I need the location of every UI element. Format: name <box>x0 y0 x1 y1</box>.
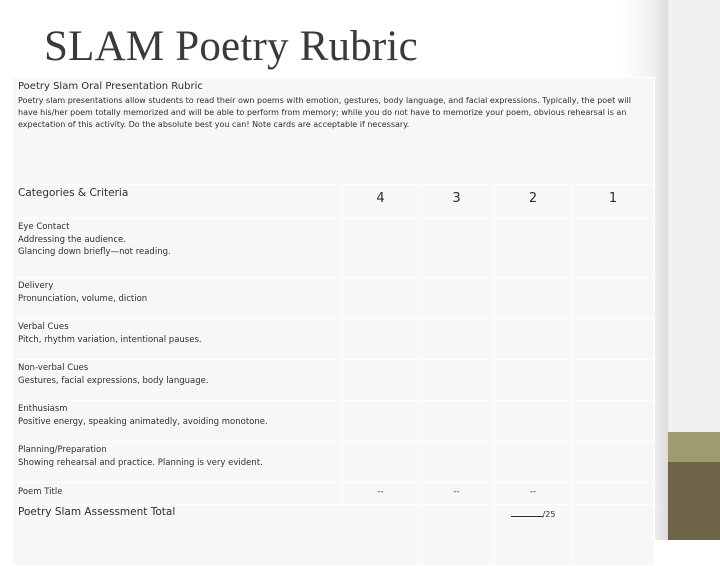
criterion-name: Eye Contact <box>18 222 70 232</box>
score-cell[interactable] <box>343 442 419 483</box>
score-cell[interactable] <box>419 442 495 483</box>
criterion-detail: Showing rehearsal and practice. Planning is very evident. <box>18 457 263 468</box>
total-spacer <box>419 505 495 566</box>
side-band-light <box>668 0 720 432</box>
side-band-dark <box>668 462 720 540</box>
score-cell[interactable] <box>343 278 419 319</box>
score-cell[interactable] <box>572 319 655 360</box>
score-cell[interactable] <box>419 401 495 442</box>
poem-title-dash: -- <box>343 483 419 505</box>
criterion-cell <box>13 319 343 360</box>
score-cell[interactable] <box>572 442 655 483</box>
score-cell[interactable] <box>343 219 419 278</box>
criterion-name: Enthusiasm <box>18 404 68 414</box>
total-spacer <box>572 505 655 566</box>
score-cell[interactable] <box>495 219 572 278</box>
criterion-detail: Pronunciation, volume, diction <box>18 293 148 304</box>
poem-title-dash: -- <box>419 483 495 505</box>
rubric-description: Poetry slam presentations allow students to read their own poems with emotion, gestures, body language, and facial expressions. Typically, the poet will have his/her poem totally memorized and will be able to perform from memory; while you do not have to memorize your poem, obvious rehearsal is an expectation of this activity. Do the absolute best you can! Note cards are acceptable if necessary. <box>18 96 631 129</box>
criterion-cell <box>13 219 343 278</box>
total-row <box>13 505 655 566</box>
criterion-detail: Gestures, facial expressions, body language. <box>18 375 209 386</box>
rubric-heading: Poetry Slam Oral Presentation Rubric <box>18 81 203 92</box>
total-label: Poetry Slam Assessment Total <box>13 505 419 566</box>
score-cell[interactable] <box>495 401 572 442</box>
score-header-4: 4 <box>343 185 419 219</box>
criterion-detail: Addressing the audience. <box>18 234 126 245</box>
score-cell[interactable] <box>419 319 495 360</box>
score-header-3: 3 <box>419 185 495 219</box>
criterion-cell <box>13 360 343 401</box>
score-cell[interactable] <box>419 278 495 319</box>
page-title: SLAM Poetry Rubric <box>44 23 418 70</box>
poem-title-row <box>13 483 655 505</box>
score-cell[interactable] <box>343 360 419 401</box>
score-cell[interactable] <box>343 319 419 360</box>
score-cell[interactable] <box>572 360 655 401</box>
score-cell[interactable] <box>495 319 572 360</box>
intro-row <box>13 78 655 185</box>
criterion-row-planning <box>13 442 655 483</box>
score-cell[interactable] <box>572 278 655 319</box>
criterion-row-nonverbal-cues <box>13 360 655 401</box>
criterion-row-verbal-cues <box>13 319 655 360</box>
score-cell[interactable] <box>495 278 572 319</box>
score-cell[interactable] <box>419 219 495 278</box>
criterion-cell <box>13 278 343 319</box>
score-header-1: 1 <box>572 185 655 219</box>
score-cell[interactable] <box>495 360 572 401</box>
poem-title-label: Poem Title <box>13 483 343 505</box>
criterion-row-delivery <box>13 278 655 319</box>
rubric-table <box>12 77 655 566</box>
total-score-denominator: 25 <box>545 510 556 519</box>
criterion-name: Verbal Cues <box>18 322 69 332</box>
poem-title-dash: -- <box>495 483 572 505</box>
score-cell[interactable] <box>572 219 655 278</box>
total-score-blank[interactable] <box>511 507 543 517</box>
poem-title-cell[interactable] <box>572 483 655 505</box>
score-cell[interactable] <box>419 360 495 401</box>
score-header-2: 2 <box>495 185 572 219</box>
intro-cell <box>13 78 655 185</box>
total-score-field[interactable] <box>495 505 572 566</box>
criterion-name: Non-verbal Cues <box>18 363 89 373</box>
criterion-detail: Pitch, rhythm variation, intentional pauses. <box>18 334 202 345</box>
side-band-olive <box>668 432 720 462</box>
criterion-cell <box>13 442 343 483</box>
header-row <box>13 185 655 219</box>
categories-header: Categories & Criteria <box>13 185 343 219</box>
criterion-row-eye-contact <box>13 219 655 278</box>
criterion-detail: Glancing down briefly—not reading. <box>18 247 171 257</box>
score-cell[interactable] <box>343 401 419 442</box>
criterion-name: Planning/Preparation <box>18 445 107 455</box>
criterion-row-enthusiasm <box>13 401 655 442</box>
score-cell[interactable] <box>572 401 655 442</box>
total-score-slash: / <box>542 510 546 519</box>
score-cell[interactable] <box>495 442 572 483</box>
criterion-name: Delivery <box>18 281 54 291</box>
criterion-cell <box>13 401 343 442</box>
criterion-detail: Positive energy, speaking animatedly, avoiding monotone. <box>18 416 268 427</box>
